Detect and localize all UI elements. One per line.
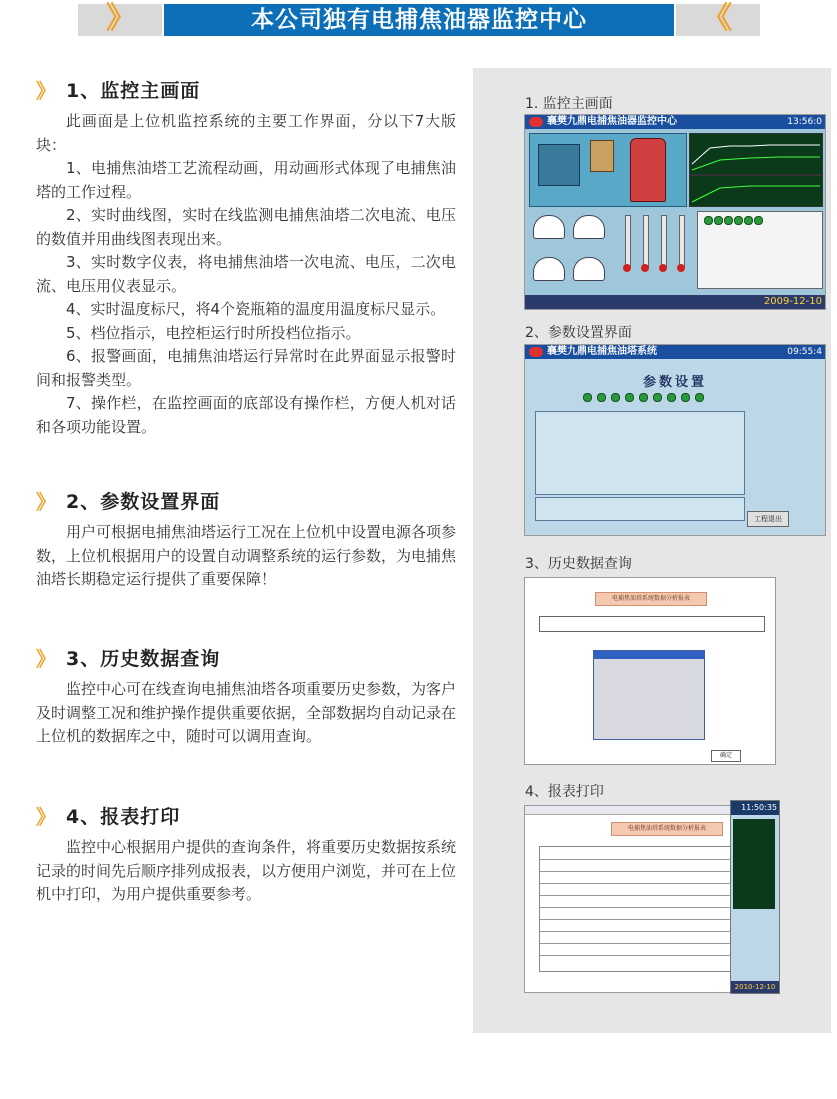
section-arrow-icon: 》: [36, 646, 56, 671]
section-param-settings: [36, 485, 456, 592]
thermometer-icon: [661, 215, 667, 267]
table-rule: [540, 871, 740, 872]
paragraph: 监控中心根据用户提供的查询条件，将重要历史数据按系统记录的时间先后顺序排列成报表，以方便用户浏览，并可在上位机中打印，为用户提供重要参考。: [36, 838, 457, 903]
section-title: 1、监控主画面: [66, 79, 201, 102]
process-animation: [529, 133, 687, 207]
paragraph: 2、实时曲线图，实时在线监测电捕焦油塔二次电流、电压的数值并用曲线图表现出来。: [36, 206, 456, 248]
main-screen-time: 13:56:0: [787, 117, 822, 127]
paragraph: 3、实时数字仪表，将电捕焦油塔一次电流、电压，二次电流、电压用仪表显示。: [36, 253, 456, 295]
param-screen-time: 09:55:4: [787, 347, 822, 357]
curve-chart-bottom-svg: [690, 176, 822, 206]
indicator-icon: [625, 393, 634, 402]
table-rule: [540, 907, 740, 908]
banner-title: 本公司独有电捕焦油器监控中心: [164, 4, 674, 36]
main-screen-date: 2009-12-10: [763, 296, 822, 307]
report-side-time: 11:50:35: [731, 801, 779, 815]
query-dialog: [593, 650, 705, 740]
gear-indicator-icon: [744, 216, 753, 225]
gear-indicator-icon: [724, 216, 733, 225]
main-screen-toolbar: [525, 295, 825, 309]
main-screen-title: 襄樊九鼎电捕焦油器监控中心: [547, 116, 677, 127]
indicator-icon: [695, 393, 704, 402]
side-chart: [733, 819, 775, 909]
main-screen-titlebar: [525, 115, 825, 129]
indicator-icon: [583, 393, 592, 402]
table-rule: [540, 883, 740, 884]
section-report-print: [36, 800, 456, 907]
table-rule: [540, 955, 740, 956]
table-rule: [540, 943, 740, 944]
logo-icon: [529, 347, 543, 357]
curve-chart-top-svg: [690, 134, 822, 174]
report-side-date: 2010-12-10: [731, 981, 779, 993]
section-arrow-icon: 》: [36, 78, 56, 103]
table-rule: [540, 919, 740, 920]
section-heading: [36, 800, 456, 830]
exit-button: 工程退出: [747, 511, 789, 527]
paragraph: 6、报警画面，电捕焦油塔运行异常时在此界面显示报警时间和报警类型。: [36, 347, 456, 389]
section-title: 4、报表打印: [66, 805, 181, 828]
caption-report-screen: 4、报表打印: [525, 784, 604, 800]
report-side-monitor: [730, 800, 780, 994]
param-group: [535, 497, 745, 521]
section-main-screen: [36, 74, 456, 439]
section-title: 2、参数设置界面: [66, 490, 221, 513]
gauge-icon: [533, 257, 565, 281]
history-table-header: [539, 616, 765, 632]
banner-right-box: [676, 1, 760, 36]
indicator-icon: [681, 393, 690, 402]
gear-indicator-icon: [704, 216, 713, 225]
param-screen-header: 襄樊九鼎电捕焦油塔系统: [547, 346, 657, 357]
table-rule: [540, 931, 740, 932]
paragraph: 7、操作栏，在监控画面的底部设有操作栏，方便人机对话和各项功能设置。: [36, 394, 456, 436]
transformer-icon: [590, 140, 614, 172]
thermometer-icon: [643, 215, 649, 267]
thermometer-icon: [625, 215, 631, 267]
banner-left-box: [78, 1, 162, 36]
chevron-left-icon: 《: [702, 1, 732, 36]
paragraph: 1、电捕焦油塔工艺流程动画，用动画形式体现了电捕焦油塔的工作过程。: [36, 159, 456, 201]
param-screen-title: 参数设置: [642, 375, 707, 390]
section-history-query: [36, 642, 456, 749]
caption-history-screen: 3、历史数据查询: [525, 556, 632, 572]
indicator-icon: [597, 393, 606, 402]
param-group: [535, 411, 745, 495]
table-rule: [540, 859, 740, 860]
gauge-icon: [533, 215, 565, 239]
main-screen-image: [524, 114, 826, 310]
report-table: [539, 846, 741, 972]
chevron-right-icon: 》: [106, 1, 136, 36]
paragraph: 用户可根据电捕焦油塔运行工况在上位机中设置电源各项参数，上位机根据用户的设置自动调整系统的运行参数，为电捕焦油塔长期稳定运行提供了重要保障！: [36, 523, 457, 588]
section-heading: [36, 485, 456, 515]
section-arrow-icon: 》: [36, 489, 56, 514]
indicator-icon: [611, 393, 620, 402]
section-heading: [36, 642, 456, 672]
paragraph: 监控中心可在线查询电捕焦油塔各项重要历史参数，为客户及时调整工况和维护操作提供重要依据，全部数据均自动记录在上位机的数据库之中，随时可以调用查询。: [36, 680, 457, 745]
report-title: 电捕焦油塔系统数据分析报表: [611, 822, 723, 836]
indicator-icon: [639, 393, 648, 402]
tower-icon: [630, 138, 666, 202]
section-arrow-icon: 》: [36, 804, 56, 829]
paragraph: 此画面是上位机监控系统的主要工作界面，分以下7大版块：: [36, 112, 456, 154]
gauge-icon: [573, 215, 605, 239]
section-heading: [36, 74, 456, 104]
section-title: 3、历史数据查询: [66, 647, 221, 670]
param-screen-image: [524, 344, 826, 536]
curve-chart-top: [689, 133, 823, 175]
gear-indicator-icon: [754, 216, 763, 225]
logo-icon: [529, 117, 543, 127]
table-rule: [540, 895, 740, 896]
process-box: [538, 144, 580, 186]
gauge-icon: [573, 257, 605, 281]
param-screen-titlebar: [525, 345, 825, 359]
paragraph: 5、档位指示，电控柜运行时所投档位指示。: [66, 323, 361, 342]
history-screen-image: [524, 577, 776, 765]
ok-button: 确定: [711, 750, 741, 762]
indicator-icon: [667, 393, 676, 402]
caption-main-screen: 1. 监控主画面: [525, 96, 613, 112]
gear-indicator-icon: [714, 216, 723, 225]
alarm-table: [697, 211, 823, 289]
thermometer-icon: [679, 215, 685, 267]
caption-param-screen: 2、参数设置界面: [525, 325, 632, 341]
curve-chart-bottom: [689, 175, 823, 207]
history-report-title: 电捕焦油塔系统数据分析报表: [595, 592, 707, 606]
header-banner: [78, 1, 760, 36]
indicator-icon: [653, 393, 662, 402]
query-dialog-titlebar: [594, 651, 704, 659]
paragraph: 4、实时温度标尺，将4个瓷瓶箱的温度用温度标尺显示。: [66, 300, 446, 318]
gear-indicator-icon: [734, 216, 743, 225]
